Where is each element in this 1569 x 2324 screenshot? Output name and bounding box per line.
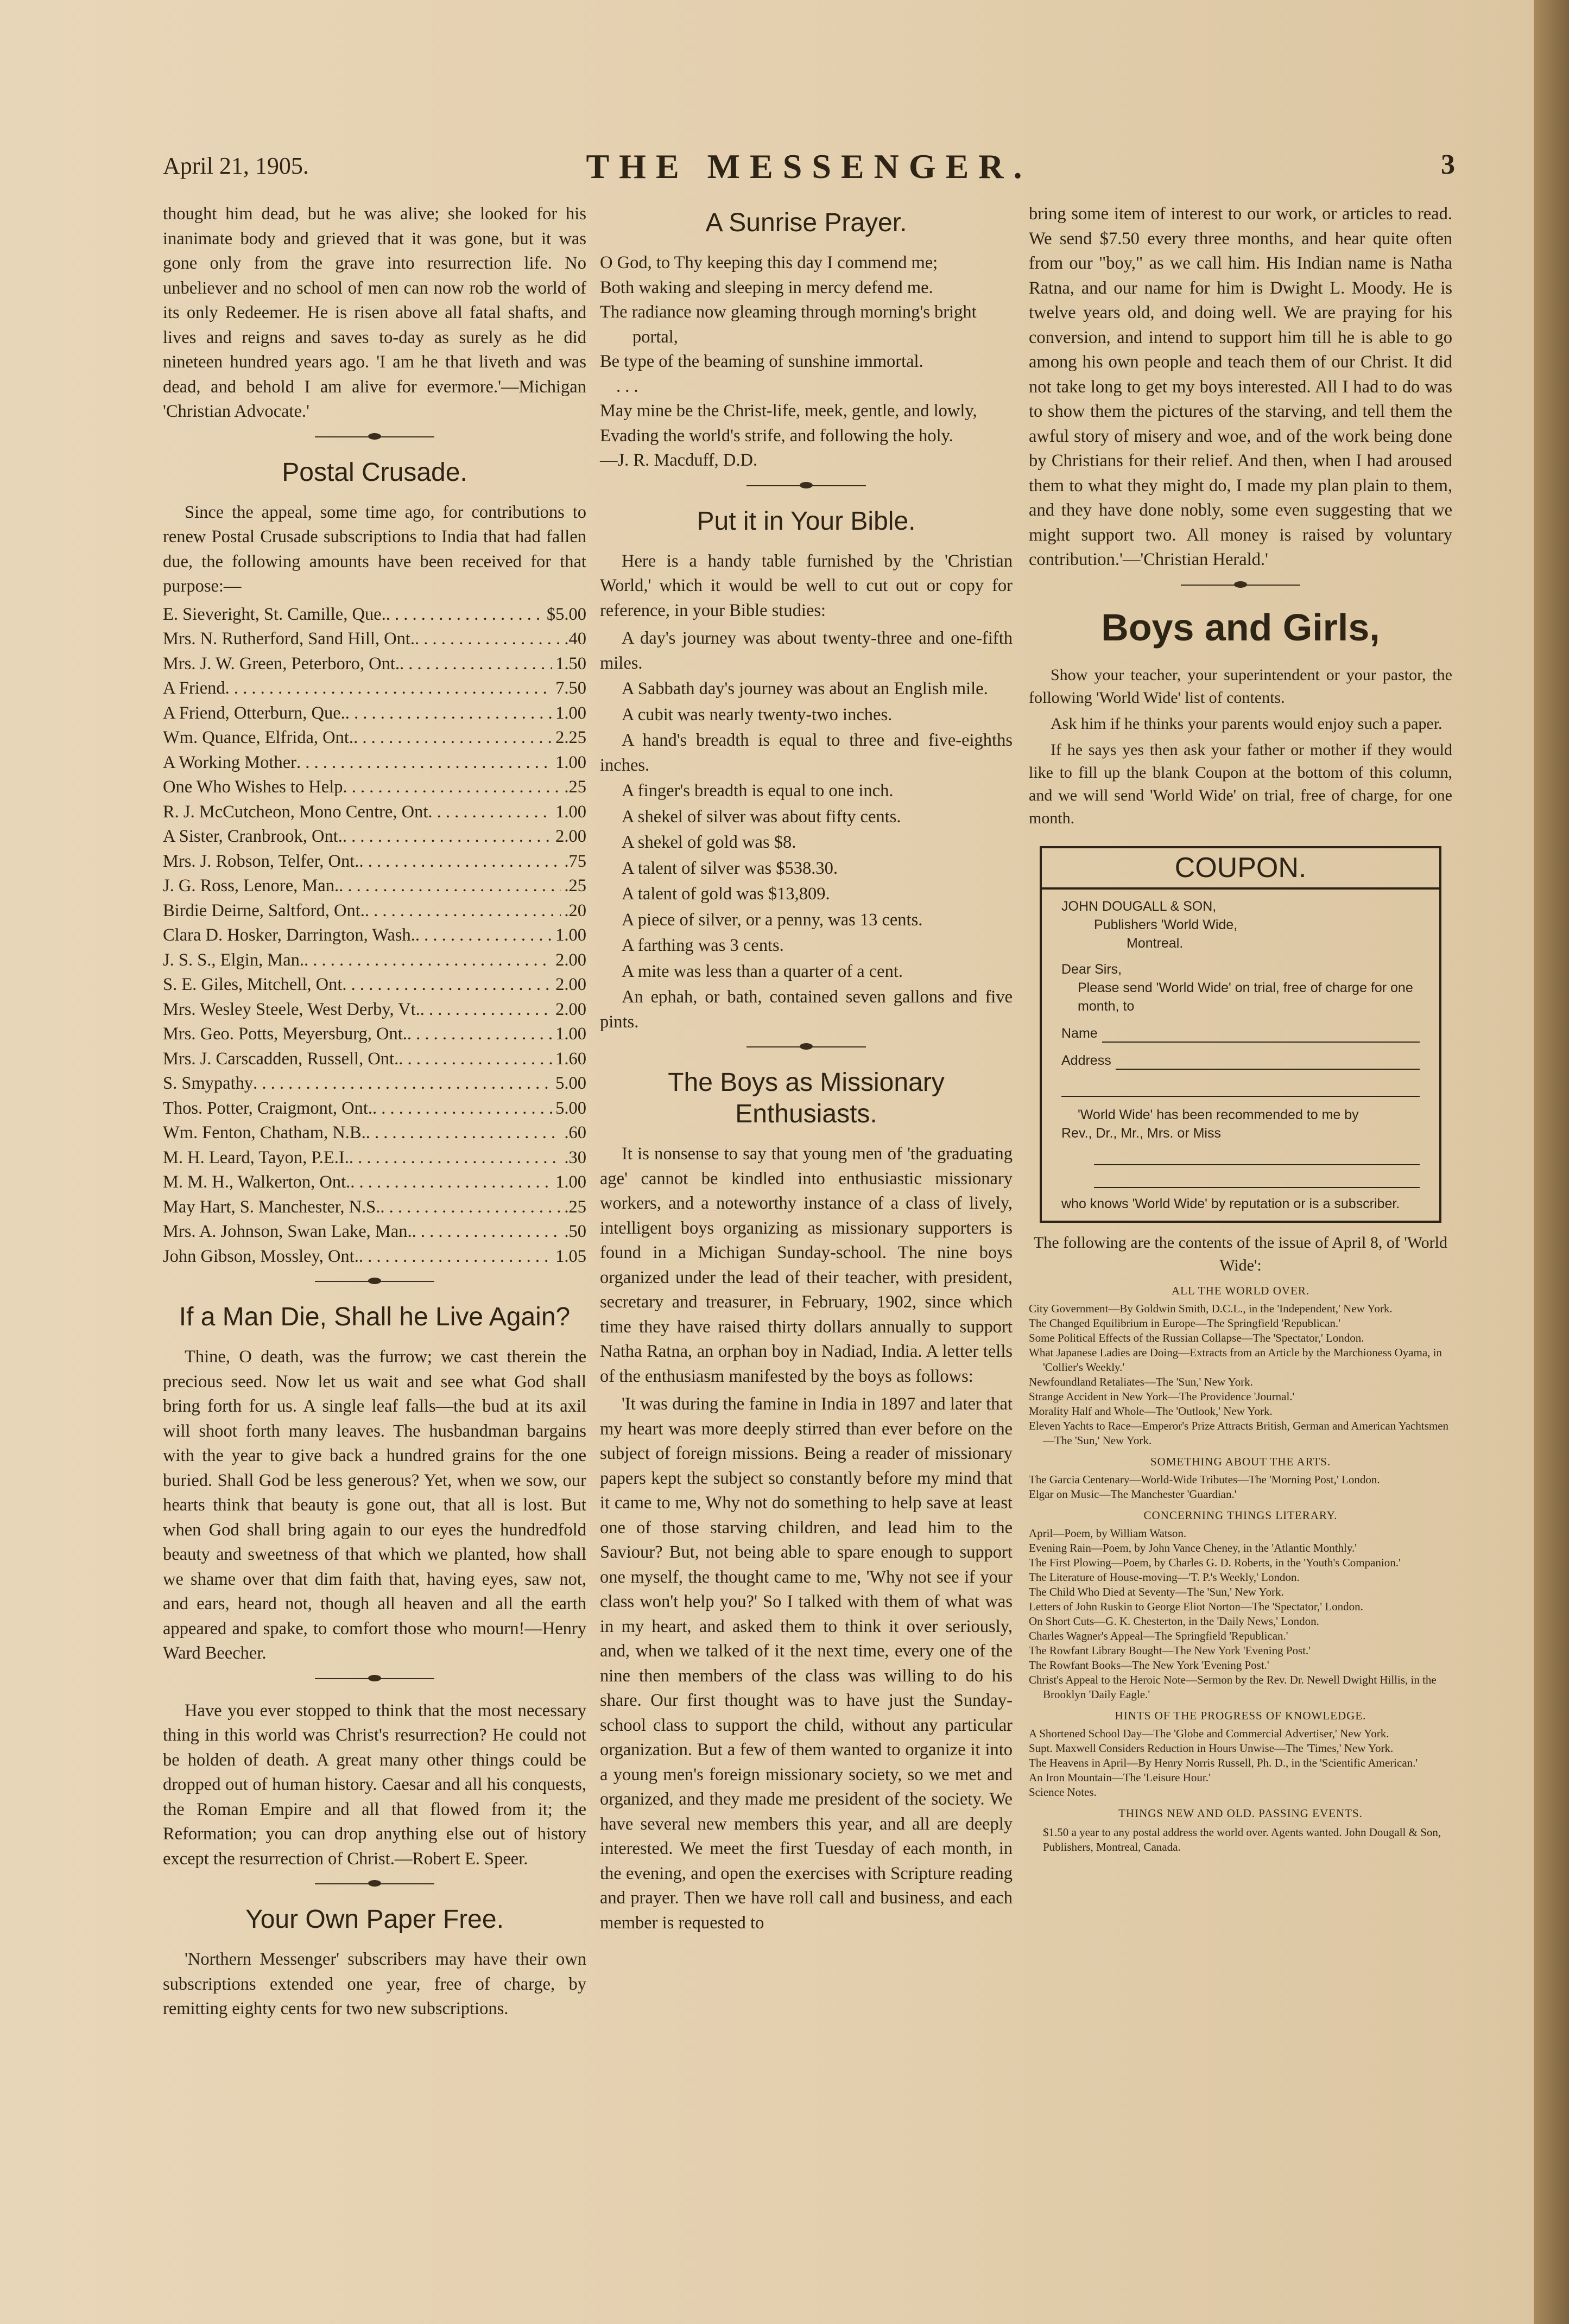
own-paper-free-text: 'Northern Messenger' subscribers may have their own subscriptions extended one year, free of charge, by remitting eighty cents for two new subscriptions.: [163, 1950, 586, 2018]
donor-amount: .60: [564, 1123, 586, 1142]
donor-row: [163, 726, 586, 751]
donor-name: J. S. S., Elgin, Man.: [163, 950, 305, 970]
donor-amount: 5.00: [555, 1098, 586, 1118]
divider: [746, 479, 866, 493]
donor-amount: 7.50: [555, 678, 586, 698]
donor-amount: .20: [564, 900, 586, 920]
leader-dots: [380, 1195, 561, 1220]
donor-row: [163, 1121, 586, 1146]
poem-line: Be type of the beaming of sunshine immortal.: [600, 352, 923, 371]
donor-name: S. E. Giles, Mitchell, Ont: [163, 975, 343, 994]
leader-dots: [400, 652, 552, 677]
boys-paragraph-1: It is nonsense to say that young men of 'the graduating age' cannot be kindled into enthusiastic missionary workers, and a noteworthy instance of a class of lively, intelligent boys organizing as missionary supporters is found in a Michigan Sunday-school. The nine boys organized under the lead of their teacher, with president, secretary and treasurer, in February, 1902, since which time they have raised thirty dollars annually to support Natha Ratna, an orphan boy in Nadiad, India. A letter tells of the enthusiasm manifested by the boys as follows:: [600, 1144, 1013, 1386]
donor-amount: 1.00: [555, 703, 586, 723]
donor-row: [163, 800, 586, 825]
contents-section-title: CONCERNING THINGS LITERARY.: [1143, 1508, 1338, 1522]
contents-item: Charles Wagner's Appeal—The Springfield 'Republican.': [1029, 1629, 1288, 1642]
donor-amount: 1.00: [555, 802, 586, 822]
poem-author: —J. R. Macduff, D.D.: [600, 450, 758, 470]
donor-row: [163, 824, 586, 849]
contents-item: The Literature of House-moving—'T. P.'s Weekly,' London.: [1029, 1570, 1300, 1584]
put-it-in-bible-heading: Put it in Your Bible.: [697, 506, 916, 536]
donor-row: [163, 1170, 586, 1195]
paper-title: THE MESSENGER.: [586, 147, 1032, 186]
boys-and-girls-notice: [1029, 664, 1452, 830]
donor-amount: 1.60: [555, 1049, 586, 1069]
donor-row: [163, 1220, 586, 1244]
recommender-blank[interactable]: [1094, 1147, 1420, 1165]
coupon-salutation: Dear Sirs,: [1061, 961, 1122, 977]
leader-dots: [359, 1244, 552, 1269]
donor-name: Mrs. Geo. Potts, Meyersburg, Ont.: [163, 1024, 407, 1044]
divider: [315, 1274, 434, 1288]
own-paper-free-heading: Your Own Paper Free.: [245, 1905, 504, 1934]
contents-item: Some Political Effects of the Russian Collapse—The 'Spectator,' London.: [1029, 1331, 1364, 1344]
leader-dots: [407, 1022, 552, 1047]
donor-amount: .50: [564, 1222, 586, 1241]
divider: [315, 430, 434, 444]
donor-name: S. Smypathy: [163, 1074, 254, 1093]
contents-item: The Changed Equilibrium in Europe—The Springfield 'Republican.': [1029, 1316, 1340, 1330]
contents-item: Letters of John Ruskin to George Eliot Norton—The 'Spectator,' London.: [1029, 1599, 1363, 1613]
donor-name: A Working Mother: [163, 752, 296, 772]
leader-dots: [398, 1047, 552, 1072]
contents-section-title: SOMETHING ABOUT THE ARTS.: [1150, 1455, 1331, 1468]
notice-line: If he says yes then ask your father or mother if they would like to fill up the blank Coupon at the bottom of this column, and we will send 'World Wide' on trial, free of charge, for one month.: [1029, 740, 1452, 827]
bible-measure-item: A mite was less than a quarter of a cent.: [622, 961, 903, 981]
donor-row: [163, 1047, 586, 1072]
leader-dots: [415, 923, 552, 948]
poem-line: Evading the world's strife, and following the holy.: [600, 426, 953, 446]
leader-dots: [420, 998, 552, 1023]
contents-item: April—Poem, by William Watson.: [1029, 1526, 1187, 1540]
divider: [746, 1040, 866, 1054]
donor-row: [163, 1244, 586, 1269]
donor-amount: 5.00: [555, 1074, 586, 1093]
contents-section-title: HINTS OF THE PROGRESS OF KNOWLEDGE.: [1115, 1709, 1366, 1722]
address-blank-2[interactable]: [1061, 1078, 1420, 1097]
poem-line: The radiance now gleaming through morning's bright portal,: [600, 302, 977, 347]
donor-row: [163, 701, 586, 726]
article-continuation: thought him dead, but he was alive; she looked for his inanimate body and grieved that it was gone, but it was gone only from the grave into resurrection life. No unbeliever and no school of men can now rob the world of its only Redeemer. He is risen above all fatal shafts, and lives and reigns and saves to-day as surely as he did nineteen hundred years ago. 'I am he that liveth and was dead, and behold I am alive for evermore.'—Michigan 'Christian Advocate.': [163, 204, 586, 421]
poem-line: May mine be the Christ-life, meek, gentle, and lowly,: [600, 401, 977, 421]
donor-amount: .40: [564, 629, 586, 649]
coupon-knows: who knows 'World Wide' by reputation or is a subscriber.: [1061, 1196, 1400, 1211]
coupon-publisher: JOHN DOUGALL & SON,: [1061, 898, 1217, 914]
contents-item: The First Plowing—Poem, by Charles G. D. Roberts, in the 'Youth's Companion.': [1029, 1555, 1401, 1569]
column-3: [1029, 202, 1452, 1858]
bible-intro: Here is a handy table furnished by the 'Christian World,' which it would be well to cut out or copy for reference, in your Bible studies:: [600, 551, 1013, 620]
leader-dots: [349, 1146, 561, 1171]
donor-name: E. Sieveright, St. Camille, Que.: [163, 604, 386, 624]
donor-amount: 1.50: [555, 653, 586, 674]
page-number: 3: [1441, 149, 1455, 180]
contents-item: The Rowfant Books—The New York 'Evening Post.': [1029, 1658, 1269, 1672]
donor-name: Wm. Fenton, Chatham, N.B.: [163, 1123, 366, 1142]
leader-dots: [345, 701, 552, 726]
leader-dots: [353, 726, 552, 751]
bible-measure-item: A day's journey was about twenty-three and one-fifth miles.: [600, 628, 1013, 673]
page-edge: [1534, 0, 1569, 2324]
address-label: Address: [1061, 1052, 1111, 1068]
coupon-rev-label: Rev., Dr., Mr., Mrs. or Miss: [1061, 1125, 1221, 1141]
donor-amount: $5.00: [546, 604, 586, 624]
bible-measure-item: A cubit was nearly twenty-two inches.: [622, 704, 893, 725]
address-blank[interactable]: [1116, 1056, 1420, 1070]
beecher-paragraph: Thine, O death, was the furrow; we cast therein the precious seed. Now let us wait and see what God shall bring forth for us. A single leaf falls—the bud at its axil will shoot forth many leaves. The husbandman bargains with the year to give back a hundred grains for the one buried. Shall God be less generous? Yet, when we sow, our hearts think that beauty is gone out, that all is lost. But when God shall bring again to our eyes the hundredfold beauty and sweetness of that which we planted, how shall we shame over that dim faith that, having eyes, saw not, and ears, heard not, though all heaven and all the earth appeared and spake, to comfort those who mourn!—Henry Ward Beecher.: [163, 1347, 586, 1663]
coupon-title: COUPON.: [1042, 848, 1439, 890]
donor-row: [163, 652, 586, 677]
poem-line: Both waking and sleeping in mercy defend me.: [600, 277, 933, 297]
donor-row: [163, 1096, 586, 1121]
leader-dots: [296, 751, 552, 776]
donor-amount: 1.00: [555, 1172, 586, 1192]
contents-item: A Shortened School Day—The 'Globe and Commercial Advertiser,' New York.: [1029, 1726, 1389, 1740]
leader-dots: [350, 1170, 552, 1195]
donor-row: [163, 775, 586, 800]
contents-item: Supt. Maxwell Considers Reduction in Hours Unwise—The 'Times,' New York.: [1029, 1741, 1394, 1755]
leader-dots: [366, 1121, 561, 1146]
contents-item: Elgar on Music—The Manchester 'Guardian.': [1029, 1487, 1237, 1501]
bible-measure-item: An ephah, or bath, contained seven gallons and five pints.: [600, 987, 1013, 1032]
leader-dots: [365, 899, 561, 924]
donor-name: May Hart, S. Manchester, N.S.: [163, 1197, 381, 1217]
leader-dots: [359, 849, 561, 874]
coupon-publisher-line: Publishers 'World Wide,: [1094, 917, 1238, 932]
donor-amount: .30: [564, 1147, 586, 1167]
contents-section-title: THINGS NEW AND OLD. PASSING EVENTS.: [1118, 1806, 1363, 1820]
shall-he-live-heading: If a Man Die, Shall he Live Again?: [179, 1303, 571, 1331]
issue-date: April 21, 1905.: [163, 153, 309, 179]
bible-measure-item: A hand's breadth is equal to three and five-eighths inches.: [600, 731, 1013, 775]
donor-name: Wm. Quance, Elfrida, Ont.: [163, 728, 354, 747]
poem-line: O God, to Thy keeping this day I commend me;: [600, 253, 938, 272]
contents-item: On Short Cuts—G. K. Chesterton, in the 'Daily News,' London.: [1029, 1614, 1319, 1628]
leader-dots: [225, 676, 552, 701]
donor-row: [163, 676, 586, 701]
contents-item: Science Notes.: [1029, 1785, 1097, 1799]
donor-amount: .25: [564, 777, 586, 797]
contents-item: Strange Accident in New York—The Providence 'Journal.': [1029, 1389, 1295, 1403]
contents-item: Christ's Appeal to the Heroic Note—Sermon by the Rev. Dr. Newell Dwight Hillis, in the Brooklyn 'Daily Eagle.': [1029, 1673, 1437, 1701]
leader-dots: [386, 602, 543, 627]
contents-item: Eleven Yachts to Race—Emperor's Prize Attracts British, German and American Yachtsmen—The 'Sun,' New York.: [1029, 1419, 1449, 1447]
donor-amount: .25: [564, 1197, 586, 1217]
contents-item: What Japanese Ladies are Doing—Extracts from an Article by the Marchioness Oyama, in 'Collier's Weekly.': [1029, 1345, 1442, 1374]
donor-name: Mrs. N. Rutherford, Sand Hill, Ont.: [163, 629, 415, 649]
column-2: [600, 202, 1013, 1939]
contents-item: An Iron Mountain—The 'Leisure Hour.': [1029, 1770, 1211, 1784]
donor-amount: 2.00: [555, 827, 586, 846]
postal-crusade-heading: Postal Crusade.: [282, 458, 467, 487]
donor-amount: 1.05: [555, 1246, 586, 1266]
poem-line: . . .: [616, 376, 638, 396]
donor-row: [163, 751, 586, 776]
leader-dots: [415, 627, 561, 652]
donor-name: M. M. H., Walkerton, Ont.: [163, 1172, 351, 1192]
bible-measure-item: A Sabbath day's journey was about an English mile.: [622, 679, 988, 699]
letter-continuation: bring some item of interest to our work, or articles to read. We send $7.50 every three months, and hear quite often from our "boy," as we call him. His Indian name is Natha Ratna, and our name for him is Dwight L. Moody. He is twelve years old, and doing well. We are praying for his conversion, and intend to support him till he is able to go among his own people and teach them of our Christ. It did not take long to get my boys interested. All I had to do was to show them the pictures of the starving, and tell them the awful story of misery and woe, and of the work being done by Christians for their relief. And then, when I had aroused them to what they might do, I made my plan plain to them, and they have done nobly, some even suggesting that we might support two. All money is raised by voluntary contribution.'—'Christian Herald.': [1029, 204, 1452, 569]
speer-paragraph: Have you ever stopped to think that the most necessary thing in this world was Christ's resurrection? He could not be holden of death. A great many other things could be dropped out of human history. Caesar and all his conquests, the Roman Empire and all that flowed from it; the Reformation; you can drop anything else out of history except the resurrection of Christ.—Robert E. Speer.: [163, 1700, 586, 1869]
donor-name: One Who Wishes to Help: [163, 777, 343, 797]
contents-intro: The following are the contents of the issue of April 8, of 'World Wide':: [1034, 1233, 1447, 1274]
name-label: Name: [1061, 1025, 1098, 1041]
donor-name: M. H. Leard, Tayon, P.E.I.: [163, 1147, 349, 1167]
bible-measure-item: A shekel of gold was $8.: [622, 833, 796, 852]
donor-row: [163, 998, 586, 1023]
subscription-footer: $1.50 a year to any postal address the world over. Agents wanted. John Dougall & Son, Publishers, Montreal, Canada.: [1043, 1825, 1441, 1853]
coupon-form[interactable]: [1040, 846, 1441, 1223]
notice-line: Show your teacher, your superintendent or your pastor, the following 'World Wide' list of contents.: [1029, 665, 1452, 707]
bible-measure-item: A piece of silver, or a penny, was 13 cents.: [622, 910, 923, 930]
bible-measure-item: A talent of gold was $13,809.: [622, 884, 830, 904]
donor-row: [163, 849, 586, 874]
donor-row: [163, 899, 586, 924]
donor-row: [163, 602, 586, 627]
boys-missionary-heading: The Boys as Missionary Enthusiasts.: [668, 1068, 945, 1128]
donor-name: Mrs. A. Johnson, Swan Lake, Man.: [163, 1222, 412, 1241]
donor-row: [163, 627, 586, 652]
coupon-recommended: 'World Wide' has been recommended to me by: [1078, 1107, 1359, 1122]
name-blank[interactable]: [1102, 1028, 1420, 1043]
donor-name: Mrs. Wesley Steele, West Derby, Vt.: [163, 999, 420, 1019]
name-field[interactable]: [1061, 1024, 1420, 1043]
contents-item: Morality Half and Whole—The 'Outlook,' New York.: [1029, 1404, 1273, 1418]
donor-name: R. J. McCutcheon, Mono Centre, Ont: [163, 802, 428, 822]
leader-dots: [343, 775, 561, 800]
divider: [1181, 578, 1300, 592]
bible-measure-item: A farthing was 3 cents.: [622, 936, 784, 955]
contents-item: City Government—By Goldwin Smith, D.C.L., in the 'Independent,' New York.: [1029, 1301, 1393, 1315]
donor-amount: 2.00: [555, 950, 586, 970]
column-1: [163, 202, 586, 2025]
donor-name: J. G. Ross, Lenore, Man.: [163, 876, 339, 896]
donor-amount: 2.00: [555, 975, 586, 994]
contents-item: The Heavens in April—By Henry Norris Russell, Ph. D., in the 'Scientific American.': [1029, 1756, 1418, 1769]
donor-amount: 2.00: [555, 999, 586, 1019]
donor-name: Clara D. Hosker, Darrington, Wash.: [163, 925, 415, 945]
recommender-blank-2[interactable]: [1094, 1170, 1420, 1188]
coupon-request: Please send 'World Wide' on trial, free of charge for one month, to: [1078, 980, 1413, 1014]
donor-amount: .25: [564, 876, 586, 896]
boys-paragraph-2: 'It was during the famine in India in 1897 and later that my heart was more deeply stirred than ever before on the subject of foreign missions. Being a reader of missionary papers kept the subject so constantly before my mind that it came to me, Why not do something to help save at least one of those starving children, and lead him to the Saviour? But, not being able to spare enough to support one myself, the thought came to me, 'Why not see if your class won't help you?' So I talked with them of what was in my heart, and asked them to think it over seriously, and, when we talked of it the next time, every one of the nine then members of the class was willing to do his share. Our first thought was to have just the Sunday-school class to support the child, without any particular organization. But a few of them wanted to organize it into a young men's foreign missionary society, so we met and organized, and they made me president of the society. We have several new members this year, and all are deeply interested. We meet the first Tuesday of each month, in the evening, and open the exercises with Scripture reading and prayer. Then we have roll call and business, and each member is requested to: [600, 1394, 1013, 1933]
masthead: [163, 147, 1455, 190]
donor-row: [163, 948, 586, 973]
donor-name: A Friend: [163, 678, 225, 698]
leader-dots: [428, 800, 552, 825]
bible-measure-item: A finger's breadth is equal to one inch.: [622, 781, 894, 801]
donor-row: [163, 1195, 586, 1220]
contents-item: Evening Rain—Poem, by John Vance Cheney, in the 'Atlantic Monthly.': [1029, 1541, 1357, 1554]
donor-name: A Sister, Cranbrook, Ont.: [163, 827, 343, 846]
leader-dots: [342, 973, 552, 998]
donor-amount: 1.00: [555, 752, 586, 772]
boys-and-girls-heading: Boys and Girls,: [1101, 606, 1380, 649]
coupon-city: Montreal.: [1127, 935, 1184, 951]
donor-name: Thos. Potter, Craigmont, Ont.: [163, 1098, 372, 1118]
bible-measures-list: [600, 626, 1013, 1034]
donor-list: [163, 602, 586, 1269]
donor-row: [163, 923, 586, 948]
leader-dots: [372, 1096, 552, 1121]
world-wide-contents: [1029, 1284, 1452, 1821]
donor-amount: 1.00: [555, 925, 586, 945]
donor-name: A Friend, Otterburn, Que.: [163, 703, 345, 723]
donor-row: [163, 1146, 586, 1171]
donor-amount: 2.25: [555, 728, 586, 747]
divider: [315, 1672, 434, 1686]
leader-dots: [339, 874, 561, 899]
leader-dots: [304, 948, 552, 973]
leader-dots: [343, 824, 552, 849]
postal-crusade-intro: Since the appeal, some time ago, for contributions to renew Postal Crusade subscriptions to India that had fallen due, the following amounts have been received for that purpose:—: [163, 502, 586, 596]
bible-measure-item: A talent of silver was $538.30.: [622, 858, 838, 878]
contents-item: The Rowfant Library Bought—The New York 'Evening Post.': [1029, 1643, 1311, 1657]
sunrise-prayer-heading: A Sunrise Prayer.: [705, 208, 907, 237]
donor-amount: 1.00: [555, 1024, 586, 1044]
contents-item: The Garcia Centenary—World-Wide Tributes—The 'Morning Post,' London.: [1029, 1472, 1380, 1486]
donor-name: Mrs. J. Robson, Telfer, Ont.: [163, 851, 359, 871]
donor-row: [163, 1071, 586, 1096]
bible-measure-item: A shekel of silver was about fifty cents.: [622, 807, 901, 827]
donor-amount: .75: [564, 851, 586, 871]
donor-name: Birdie Deirne, Saltford, Ont.: [163, 900, 365, 920]
divider: [315, 1877, 434, 1891]
leader-dots: [253, 1071, 552, 1096]
contents-section-title: ALL THE WORLD OVER.: [1171, 1284, 1310, 1297]
notice-line: Ask him if he thinks your parents would enjoy such a paper.: [1051, 714, 1443, 733]
leader-dots: [412, 1220, 561, 1244]
address-field[interactable]: [1061, 1051, 1420, 1070]
sunrise-poem: [600, 251, 1013, 473]
donor-row: [163, 874, 586, 899]
donor-row: [163, 973, 586, 998]
donor-row: [163, 1022, 586, 1047]
contents-item: The Child Who Died at Seventy—The 'Sun,' New York.: [1029, 1585, 1284, 1598]
donor-name: Mrs. J. W. Green, Peterboro, Ont.: [163, 653, 400, 674]
contents-item: Newfoundland Retaliates—The 'Sun,' New York.: [1029, 1375, 1253, 1388]
donor-name: John Gibson, Mossley, Ont.: [163, 1246, 359, 1266]
donor-name: Mrs. J. Carscadden, Russell, Ont.: [163, 1049, 399, 1069]
